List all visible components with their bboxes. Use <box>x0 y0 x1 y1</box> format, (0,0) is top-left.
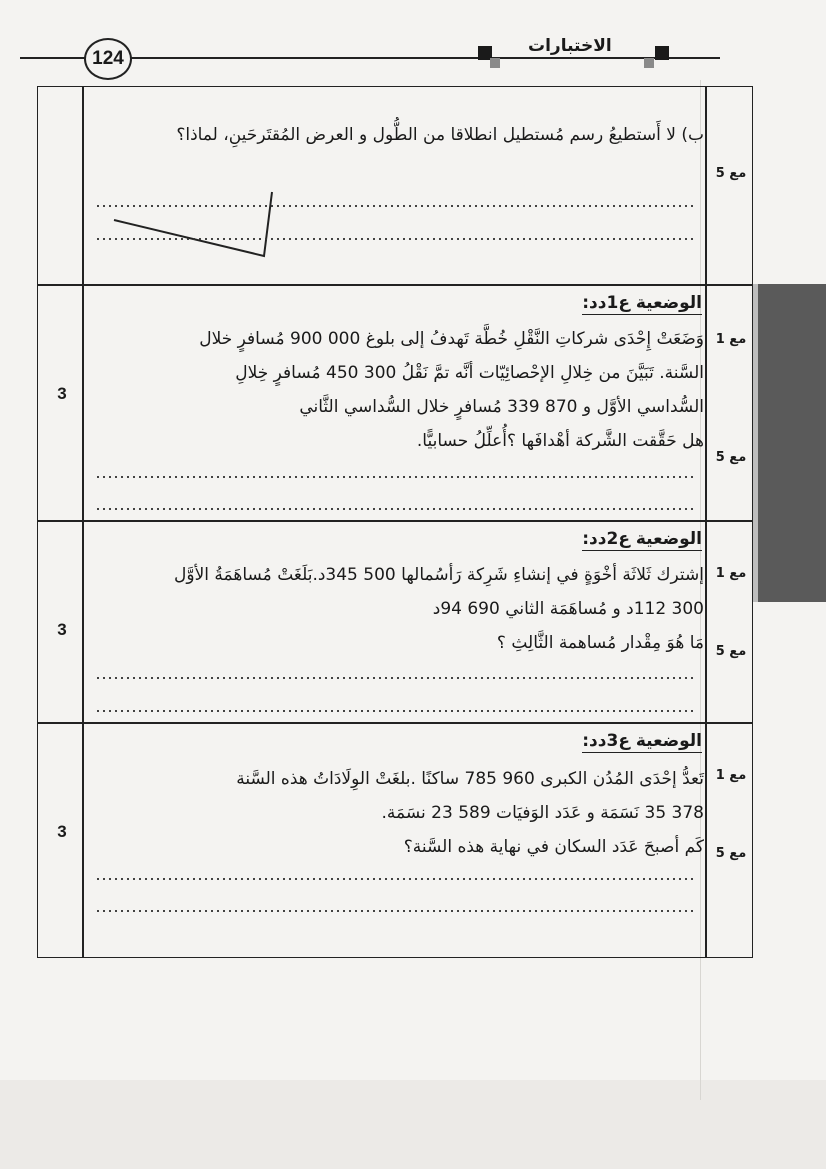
situation-3-title: الوضعية ع3دد: <box>582 731 702 751</box>
text-line: تَعدُّ إحْدَى المُدُن الكبرى 960 785 ساكنًا .بلغَتْ الوِلَادَاتُ هذه السَّنة <box>236 769 704 789</box>
answer-line <box>95 878 693 880</box>
row-divider <box>37 722 753 724</box>
answer-line <box>95 508 693 510</box>
points-value: 3 <box>57 384 67 403</box>
answer-line <box>95 476 693 478</box>
header-square-icon <box>655 46 669 60</box>
points-value: 3 <box>57 620 67 639</box>
question-b: ب) لا أَستطيعُ رسم مُستطيل انطلاقا من الطُّول و العرض المُقتَرحَينِ، لماذا؟ <box>176 125 704 145</box>
row-divider <box>37 284 753 286</box>
situation-2-title: الوضعية ع2دد: <box>582 529 702 549</box>
criterion-label: مع 5 <box>715 166 747 181</box>
points-value: 3 <box>57 822 67 841</box>
points-column-divider <box>82 86 84 958</box>
page-number: 124 <box>84 38 132 80</box>
text-line: مَا هُوَ مِقْدار مُساهمة الثَّالِثِ ؟ <box>496 633 704 653</box>
header-square-icon <box>644 58 654 68</box>
text-line: السُّداسي الأوَّل و 870 339 مُسافرٍ خلال السُّداسي الثَّاني <box>299 397 704 417</box>
criterion-label: مع 5 <box>715 846 747 861</box>
answer-line <box>95 677 693 679</box>
situation-3-text <box>236 762 704 864</box>
criterion-label: مع 1 <box>715 768 747 783</box>
answer-line <box>95 238 693 240</box>
criteria-column-divider <box>705 86 707 958</box>
criterion-label: مع 1 <box>715 332 747 347</box>
answer-line <box>95 710 693 712</box>
situation-1-text <box>199 322 704 458</box>
text-line: إشترك ثَلاثَة أخْوَةٍ في إنشاءِ شَرِكة رَأسُمالها 500 345د.بَلَغَتْ مُساهَمَةُ الأوَّل <box>174 565 704 585</box>
page-title: الاختبارات <box>528 36 612 56</box>
answer-line <box>95 910 693 912</box>
header-square-icon <box>490 58 500 68</box>
criterion-label: مع 5 <box>715 450 747 465</box>
angle-figure <box>100 180 290 270</box>
criterion-label: مع 1 <box>715 566 747 581</box>
text-line: وَضَعَتْ إِحْدَى شركاتِ النَّقْلِ خُطَّة تَهدفُ إلى بلوغ 000 900 مُسافرٍ خلال <box>199 329 704 349</box>
row-divider <box>37 520 753 522</box>
text-line: 378 35 نَسَمَة و عَدَد الوَفيَات 589 23 نسَمَة. <box>381 803 704 823</box>
criterion-label: مع 5 <box>715 644 747 659</box>
text-line: هل حَقَّقت الشَّركة أهْدافَها ؟أُعلِّلُ حسابيًّا. <box>416 431 704 451</box>
side-thumb-tab <box>758 284 826 602</box>
answer-line <box>95 205 693 207</box>
situation-2-text <box>174 558 704 660</box>
text-line: كَم أصبحَ عَدَد السكان في نهاية هذه السَّنة؟ <box>403 837 704 857</box>
situation-1-title: الوضعية ع1دد: <box>582 293 702 313</box>
text-line: السَّنة. تَبَيَّنَ من خِلالِ الإحْصائِيّات أنَّه تمَّ نَقْلُ 300 450 مُسافرٍ خِلالِ <box>235 363 704 383</box>
text-line: 300 112د و مُساهَمَة الثاني 690 94د <box>432 599 704 619</box>
